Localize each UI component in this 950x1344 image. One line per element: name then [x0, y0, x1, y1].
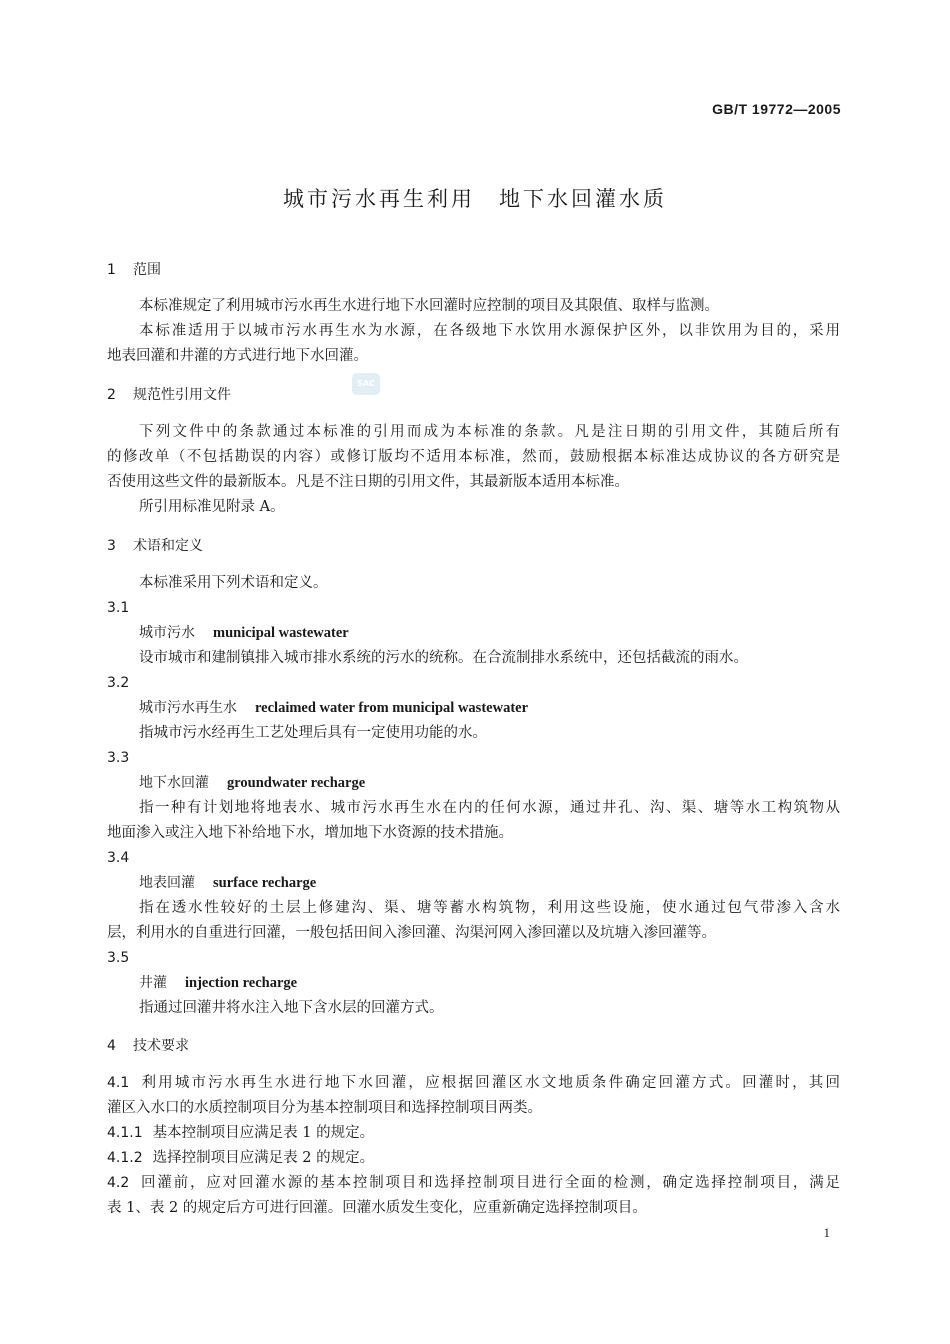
- term-definition: 地面渗入或注入地下补给地下水，增加地下水资源的技术措施。: [107, 825, 513, 841]
- term-en: reclaimed water from municipal wastewater: [255, 700, 529, 716]
- clause-text: 表 1、表 2 的规定后方可进行回灌。回灌水质发生变化，应重新确定选择控制项目。: [107, 1200, 647, 1216]
- section-number: 2: [107, 387, 116, 403]
- page-number: 1: [823, 1225, 830, 1240]
- section-number: 3: [107, 538, 116, 554]
- paragraph: 本标准采用下列术语和定义。: [139, 575, 328, 591]
- paragraph: 本标准适用于以城市污水再生水为水源，在各级地下水饮用水源保护区外，以非饮用为目的，采用: [139, 323, 840, 339]
- paragraph: 所引用标准见附录 A。: [139, 499, 285, 515]
- clause-text: 基本控制项目应满足表 1 的规定。: [152, 1125, 375, 1141]
- term-number: 3.3: [107, 750, 130, 766]
- term-zh: 地下水回灌: [139, 775, 209, 791]
- term-number: 3.4: [107, 850, 130, 866]
- term-heading: [139, 874, 316, 892]
- paragraph: 本标准规定了利用城市污水再生水进行地下水回灌时应控制的项目及其限值、取样与监测。: [139, 298, 719, 314]
- term-heading: [139, 974, 297, 992]
- term-definition: 设市城市和建制镇排入城市排水系统的污水的统称。在合流制排水系统中，还包括截流的雨水。: [139, 650, 748, 666]
- term-number: 3.1: [107, 600, 130, 616]
- term-definition: 指通过回灌井将水注入地下含水层的回灌方式。: [139, 1000, 444, 1016]
- paragraph: 下列文件中的条款通过本标准的引用而成为本标准的条款。凡是注日期的引用文件，其随后所有: [139, 424, 840, 440]
- term-zh: 城市污水: [139, 625, 195, 641]
- section-1-heading: [107, 261, 161, 279]
- clause-4-1: [107, 1074, 840, 1092]
- section-number: 4: [107, 1038, 116, 1054]
- term-zh: 城市污水再生水: [139, 700, 237, 716]
- clause-text: 灌区入水口的水质控制项目分为基本控制项目和选择控制项目两类。: [107, 1100, 542, 1116]
- section-2-heading: [107, 386, 231, 404]
- clause-number: 4.1: [107, 1075, 130, 1091]
- section-4-heading: [107, 1037, 189, 1055]
- term-heading: [139, 774, 365, 792]
- clause-number: 4.1.1: [107, 1125, 143, 1141]
- term-en: groundwater recharge: [227, 775, 366, 791]
- clause-4-1-1: [107, 1124, 374, 1142]
- term-definition: 指一种有计划地将地表水、城市污水再生水在内的任何水源，通过井孔、沟、渠、塘等水工构筑物从: [139, 800, 840, 816]
- term-definition: 指在透水性较好的土层上修建沟、渠、塘等蓄水构筑物，利用这些设施，使水通过包气带渗入含水: [139, 900, 840, 916]
- paragraph: 的修改单（不包括勘误的内容）或修订版均不适用本标准，然而，鼓励根据本标准达成协议的各方研究是: [107, 449, 840, 465]
- section-3-heading: [107, 537, 203, 555]
- term-en: injection recharge: [185, 975, 298, 991]
- section-title: 范围: [133, 262, 161, 278]
- section-title: 技术要求: [133, 1038, 189, 1054]
- standard-code: GB/T 19772—2005: [712, 101, 841, 117]
- clause-text: 选择控制项目应满足表 2 的规定。: [152, 1150, 375, 1166]
- paragraph: 地表回灌和井灌的方式进行地下水回灌。: [107, 348, 368, 364]
- term-zh: 地表回灌: [139, 875, 195, 891]
- section-title: 术语和定义: [133, 538, 203, 554]
- term-heading: [139, 624, 349, 642]
- term-definition: 指城市污水经再生工艺处理后具有一定使用功能的水。: [139, 725, 487, 741]
- document-title: 城市污水再生利用 地下水回灌水质: [283, 187, 667, 211]
- term-en: municipal wastewater: [213, 625, 349, 641]
- section-number: 1: [107, 262, 116, 278]
- term-definition: 层，利用水的自重进行回灌，一般包括田间入渗回灌、沟渠河网入渗回灌以及坑塘入渗回灌等。: [107, 925, 716, 941]
- term-zh: 井灌: [139, 975, 167, 991]
- clause-number: 4.2: [107, 1175, 130, 1191]
- sac-watermark: SAC: [352, 373, 380, 395]
- paragraph: 否使用这些文件的最新版本。凡是不注日期的引用文件，其最新版本适用本标准。: [107, 474, 629, 490]
- clause-4-2: [107, 1174, 840, 1192]
- term-en: surface recharge: [213, 875, 317, 891]
- clause-text: 回灌前，应对回灌水源的基本控制项目和选择控制项目进行全面的检测，确定选择控制项目，满足: [139, 1175, 840, 1191]
- term-heading: [139, 699, 528, 717]
- term-number: 3.5: [107, 950, 130, 966]
- term-number: 3.2: [107, 675, 130, 691]
- clause-text: 利用城市污水再生水进行地下水回灌，应根据回灌区水文地质条件确定回灌方式。回灌时，其回: [139, 1075, 840, 1091]
- section-title: 规范性引用文件: [133, 387, 231, 403]
- clause-number: 4.1.2: [107, 1150, 143, 1166]
- clause-4-1-2: [107, 1149, 374, 1167]
